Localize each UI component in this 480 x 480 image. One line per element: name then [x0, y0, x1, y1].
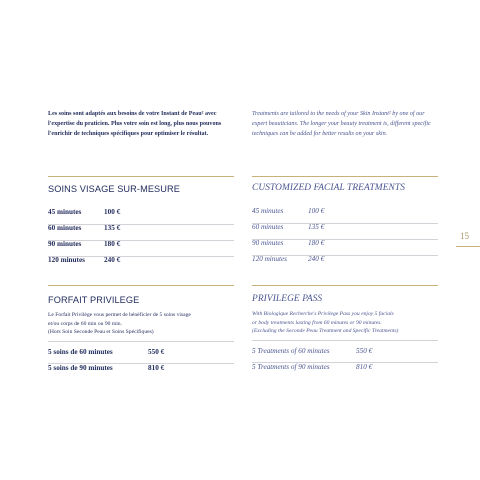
price: 810 € [356, 363, 373, 371]
price: 135 € [308, 223, 325, 231]
duration: 60 minutes [48, 224, 82, 232]
desc-line: (Hors Soin Seconde Peau et Soins Spécifiques) [48, 329, 154, 336]
facials-en-title: CUSTOMIZED FACIAL TREATMENTS [252, 183, 405, 193]
intro-english: Treatments are tailored to the needs of your Skin Instant² by one of our expert beauticians. The longer your beauty treatment is, different specific techniques can be added for better results on your skin. [252, 111, 431, 138]
pass-label: 5 soins de 60 minutes [48, 348, 113, 356]
desc-line: (Excluding the Seconde Peau Treatment and Specific Treatments) [252, 328, 399, 335]
pass-label: 5 Treatments of 90 minutes [252, 363, 330, 371]
price: 100 € [308, 207, 325, 215]
section-rule [252, 176, 438, 177]
duration: 90 minutes [252, 239, 284, 247]
duration: 45 minutes [48, 208, 82, 216]
pass-label: 5 soins de 90 minutes [48, 364, 113, 372]
pass-label: 5 Treatments of 60 minutes [252, 347, 330, 355]
duration: 45 minutes [252, 207, 284, 215]
section-rule [48, 176, 234, 177]
price: 550 € [148, 348, 165, 356]
section-rule [48, 285, 234, 286]
desc-line: et/ou corps de 60 min ou 90 min. [48, 320, 122, 327]
table-row [252, 357, 438, 379]
price: 550 € [356, 347, 373, 355]
price: 180 € [308, 239, 325, 247]
pass-en-description [252, 310, 442, 336]
page-number-rule [456, 246, 480, 247]
duration: 120 minutes [252, 255, 287, 263]
price: 180 € [104, 240, 121, 248]
price: 240 € [308, 255, 325, 263]
table-row [48, 249, 234, 273]
pass-en-title: PRIVILEGE PASS [252, 294, 323, 304]
page-number: 15 [460, 231, 469, 241]
price: 810 € [148, 364, 165, 372]
price: 100 € [104, 208, 121, 216]
desc-line: or body treatments lasting from 60 minutes or 90 minutes. [252, 319, 382, 326]
pass-fr-description [48, 311, 238, 337]
pass-fr-title: FORFAIT PRIVILEGE [48, 295, 140, 305]
duration: 90 minutes [48, 240, 82, 248]
price: 135 € [104, 224, 121, 232]
desc-line: With Biologique Recherche's Privilege Pass you enjoy 5 facials [252, 311, 394, 317]
price: 240 € [104, 256, 121, 264]
table-row [48, 358, 234, 380]
duration: 60 minutes [252, 223, 284, 231]
intro-french: Les soins sont adaptés aux besoins de votre Instant de Peau² avec l'expertise du praticien. Plus votre soin est long, plus nous pouvons l'enrichir de techniques spécifiques pour optimiser le résultat. [48, 111, 222, 138]
duration: 120 minutes [48, 256, 85, 264]
table-row [252, 248, 438, 272]
section-rule [252, 285, 438, 286]
desc-line: Le Forfait Privilège vous permet de bénéficier de 5 soins visage [48, 312, 191, 318]
facials-fr-title: SOINS VISAGE SUR-MESURE [48, 184, 180, 194]
